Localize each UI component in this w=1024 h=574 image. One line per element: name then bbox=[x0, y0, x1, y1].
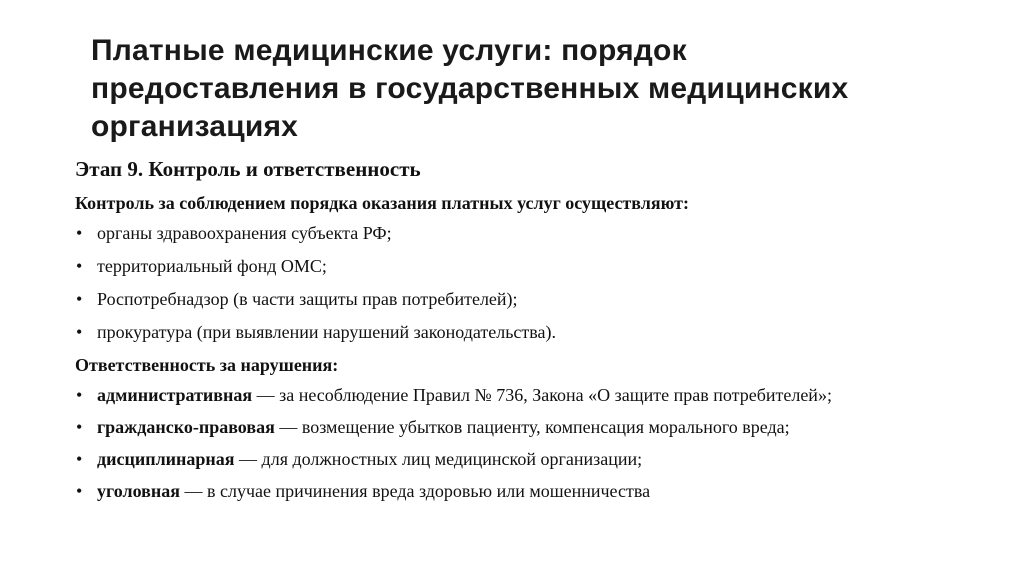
liability-term: уголовная bbox=[97, 481, 180, 501]
slide-title-line: предоставления в государственных медицинских bbox=[91, 72, 849, 105]
liability-term: дисциплинарная bbox=[97, 449, 235, 469]
list-item bbox=[75, 480, 975, 502]
list-item: • органы здравоохранения субъекта РФ; bbox=[75, 222, 975, 244]
liability-term: административная bbox=[97, 385, 253, 405]
liability-heading: Ответственность за нарушения: bbox=[75, 355, 339, 375]
slide-content bbox=[75, 156, 975, 512]
list-item bbox=[75, 416, 975, 438]
list-item bbox=[75, 448, 975, 470]
slide-title-line: Платные медицинские услуги: порядок bbox=[91, 34, 687, 67]
stage-heading: Этап 9. Контроль и ответственность bbox=[75, 157, 421, 181]
liability-list bbox=[75, 384, 975, 502]
liability-text: — в случае причинения вреда здоровью или мошенничества bbox=[179, 481, 651, 501]
control-list bbox=[75, 222, 975, 343]
list-item: • Роспотребнадзор (в части защиты прав потребителей); bbox=[75, 288, 975, 310]
slide-title bbox=[91, 32, 951, 146]
list-item bbox=[75, 384, 975, 406]
list-item: • прокуратура (при выявлении нарушений законодательства). bbox=[75, 321, 975, 343]
liability-text: — возмещение убытков пациенту, компенсация морального вреда; bbox=[274, 417, 790, 437]
liability-text: — за несоблюдение Правил № 736, Закона «О защите прав потребителей»; bbox=[252, 385, 832, 405]
control-heading: Контроль за соблюдением порядка оказания платных услуг осуществляют: bbox=[75, 193, 689, 213]
slide-title-line: организациях bbox=[91, 110, 299, 143]
liability-term: гражданско-правовая bbox=[97, 417, 275, 437]
list-item: • территориальный фонд ОМС; bbox=[75, 255, 975, 277]
liability-text: — для должностных лиц медицинской организации; bbox=[234, 449, 643, 469]
